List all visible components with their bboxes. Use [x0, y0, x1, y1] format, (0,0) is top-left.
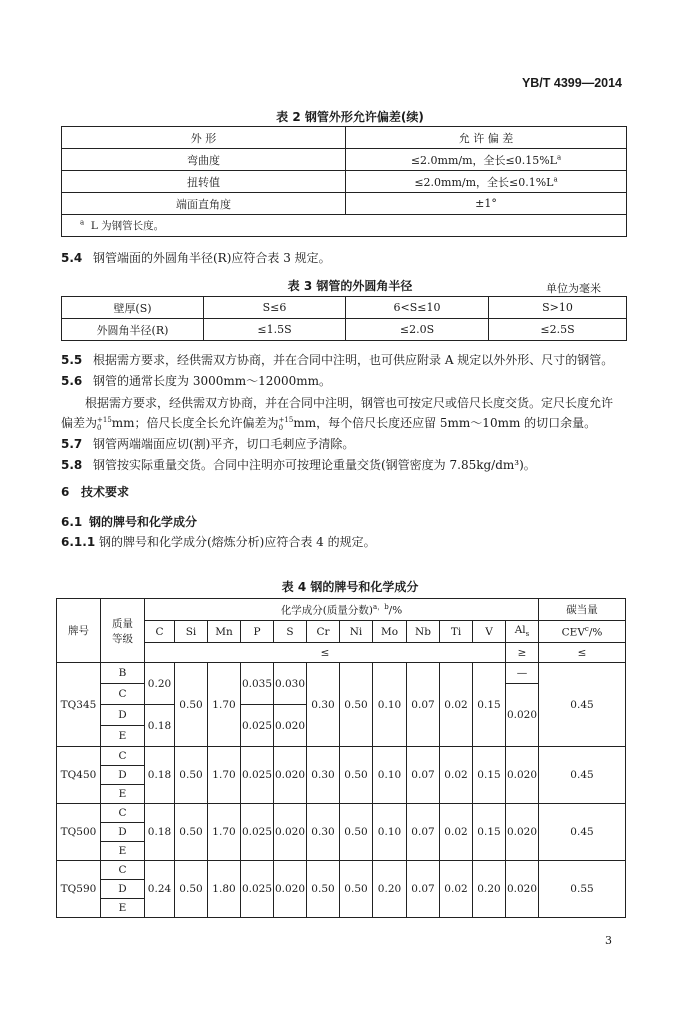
value-cell: 0.02 [440, 663, 473, 747]
value-cell: 0.18 [145, 705, 175, 747]
value-cell: 0.20 [473, 861, 506, 918]
standard-code: YB/T 4399—2014 [521, 76, 622, 90]
value-cell: 0.15 [473, 747, 506, 804]
value-cell: 0.20 [373, 861, 407, 918]
value-cell: 0.030 [274, 663, 307, 705]
value-cell: 1.70 [208, 663, 241, 747]
table2-header-shape: 外 形 [62, 127, 346, 149]
cev-cell: 0.55 [539, 861, 626, 918]
value-cell: 0.02 [440, 861, 473, 918]
table4-header-chem: 化学成分(质量分数)$^{a,b}$/% [145, 599, 539, 621]
value-cell: 0.02 [440, 747, 473, 804]
table3-cell: S>10 [489, 297, 627, 319]
element-header: Si [175, 621, 208, 643]
limit-cev-le: ≤ [539, 643, 626, 663]
element-header: Mo [373, 621, 407, 643]
table4-header-cev: CEV$^c$/% [539, 621, 626, 643]
value-cell: 0.035 [241, 663, 274, 705]
level-cell: D [101, 705, 145, 726]
value-cell: 0.50 [175, 663, 208, 747]
table2-cell: ≤2.0mm/m，全长$\le 0.1\%L^a$ [346, 171, 627, 193]
table3-unit: 单位为毫米 [546, 282, 601, 295]
value-cell: 1.70 [208, 804, 241, 861]
level-cell: E [101, 785, 145, 804]
element-header: S [274, 621, 307, 643]
value-cell: 0.50 [340, 804, 373, 861]
level-cell: C [101, 804, 145, 823]
value-cell: 0.020 [506, 861, 539, 918]
element-header: V [473, 621, 506, 643]
value-cell: 0.15 [473, 663, 506, 747]
value-cell: 0.020 [506, 747, 539, 804]
table3 [61, 296, 627, 341]
cev-cell: 0.45 [539, 804, 626, 861]
table2-footnote: $^a$ L 为钢管长度。 [62, 215, 627, 237]
table3-cell: ≤1.5S [204, 319, 346, 341]
value-cell: 0.07 [407, 663, 440, 747]
value-cell: 0.50 [340, 747, 373, 804]
value-cell: 0.18 [145, 804, 175, 861]
value-cell: 0.10 [373, 747, 407, 804]
value-cell: 0.50 [175, 861, 208, 918]
table4-header-quality: 质量等级 [101, 599, 145, 663]
value-cell: 0.50 [340, 861, 373, 918]
level-cell: E [101, 842, 145, 861]
value-cell: 0.020 [274, 705, 307, 747]
clause-5-7: 5.7 钢管两端端面应切(割)平齐，切口毛刺应予清除。 [61, 437, 355, 451]
grade-cell: TQ345 [57, 663, 101, 747]
cev-cell: 0.45 [539, 663, 626, 747]
value-cell: 0.025 [241, 705, 274, 747]
value-cell: 0.30 [307, 747, 340, 804]
table2 [61, 126, 627, 237]
level-cell: D [101, 823, 145, 842]
element-header: $Al_s$ [506, 621, 539, 643]
table4 [56, 598, 626, 918]
element-header: C [145, 621, 175, 643]
value-cell: 0.07 [407, 804, 440, 861]
grade-cell: TQ500 [57, 804, 101, 861]
table3-caption: 表 3 钢管的外圆角半径 [287, 279, 413, 293]
element-header: Nb [407, 621, 440, 643]
grade-cell: TQ590 [57, 861, 101, 918]
element-header: P [241, 621, 274, 643]
section-6-1-heading: 6.1 钢的牌号和化学成分 [61, 515, 198, 529]
value-cell: 0.24 [145, 861, 175, 918]
table2-cell: 端面直角度 [62, 193, 346, 215]
value-cell: 0.50 [307, 861, 340, 918]
grade-cell: TQ450 [57, 747, 101, 804]
value-cell: — [506, 663, 539, 684]
table4-header-cev-title: 碳当量 [539, 599, 626, 621]
clause-5-6-line3: 偏差为 +15 0 mm；倍尺长度全长允许偏差为 +15 0 mm，每个倍尺长度还应留 5mm～10mm 的切口余量。 [61, 415, 597, 432]
table2-cell: ≤2.0mm/m，全长$\le 0.15\%L^a$ [346, 149, 627, 171]
value-cell: 0.02 [440, 804, 473, 861]
table2-cell: 扭转值 [62, 171, 346, 193]
limit-ge: ≥ [506, 643, 539, 663]
table3-cell: 外圆角半径(R) [62, 319, 204, 341]
value-cell: 0.025 [241, 804, 274, 861]
value-cell: 0.020 [506, 684, 539, 747]
value-cell: 0.50 [340, 663, 373, 747]
limit-le: ≤ [145, 643, 506, 663]
table3-cell: 壁厚(S) [62, 297, 204, 319]
value-cell: 0.020 [274, 861, 307, 918]
page-number: 3 [605, 934, 612, 947]
table2-cell: ±1° [346, 193, 627, 215]
table2-cell: 弯曲度 [62, 149, 346, 171]
table3-cell: ≤2.5S [489, 319, 627, 341]
clause-6-1-1: 6.1.1 钢的牌号和化学成分(熔炼分析)应符合表 4 的规定。 [61, 535, 376, 549]
value-cell: 0.10 [373, 804, 407, 861]
value-cell: 0.025 [241, 747, 274, 804]
table3-cell: 6<S≤10 [346, 297, 489, 319]
element-header: Ti [440, 621, 473, 643]
level-cell: D [101, 766, 145, 785]
value-cell: 0.025 [241, 861, 274, 918]
section-6-heading: 6 技术要求 [61, 485, 130, 499]
value-cell: 0.50 [175, 804, 208, 861]
clause-5-6: 5.6 钢管的通常长度为 3000mm～12000mm。 [61, 374, 332, 388]
clause-5-8: 5.8 钢管按实际重量交货。合同中注明亦可按理论重量交货(钢管密度为 7.85kg/dm³)。 [61, 458, 536, 472]
value-cell: 0.020 [506, 804, 539, 861]
value-cell: 0.020 [274, 747, 307, 804]
value-cell: 0.020 [274, 804, 307, 861]
value-cell: 0.50 [175, 747, 208, 804]
cev-cell: 0.45 [539, 747, 626, 804]
element-header: Ni [340, 621, 373, 643]
level-cell: C [101, 684, 145, 705]
table4-caption: 表 4 钢的牌号和化学成分 [281, 580, 419, 594]
clause-5-6-line2: 根据需方要求，经供需双方协商，并在合同中注明，钢管也可按定尺或倍尺长度交货。定尺长度允许 [85, 396, 614, 410]
clause-5-5: 5.5 根据需方要求，经供需双方协商，并在合同中注明，也可供应附录 A 规定以外外形、尺寸的钢管。 [61, 353, 614, 367]
value-cell: 0.10 [373, 663, 407, 747]
level-cell: C [101, 747, 145, 766]
element-header: Mn [208, 621, 241, 643]
clause-5-4: 5.4 钢管端面的外圆角半径(R)应符合表 3 规定。 [61, 251, 331, 265]
value-cell: 1.80 [208, 861, 241, 918]
level-cell: E [101, 899, 145, 918]
level-cell: E [101, 726, 145, 747]
level-cell: C [101, 861, 145, 880]
element-header: Cr [307, 621, 340, 643]
value-cell: 0.20 [145, 663, 175, 705]
table3-cell: S≤6 [204, 297, 346, 319]
value-cell: 0.30 [307, 804, 340, 861]
table2-header-tolerance: 允 许 偏 差 [346, 127, 627, 149]
value-cell: 0.15 [473, 804, 506, 861]
table4-header-grade: 牌号 [57, 599, 101, 663]
value-cell: 0.07 [407, 747, 440, 804]
level-cell: D [101, 880, 145, 899]
level-cell: B [101, 663, 145, 684]
value-cell: 1.70 [208, 747, 241, 804]
value-cell: 0.30 [307, 663, 340, 747]
value-cell: 0.18 [145, 747, 175, 804]
value-cell: 0.07 [407, 861, 440, 918]
table2-caption: 表 2 钢管外形允许偏差(续) [276, 110, 424, 124]
table3-cell: ≤2.0S [346, 319, 489, 341]
